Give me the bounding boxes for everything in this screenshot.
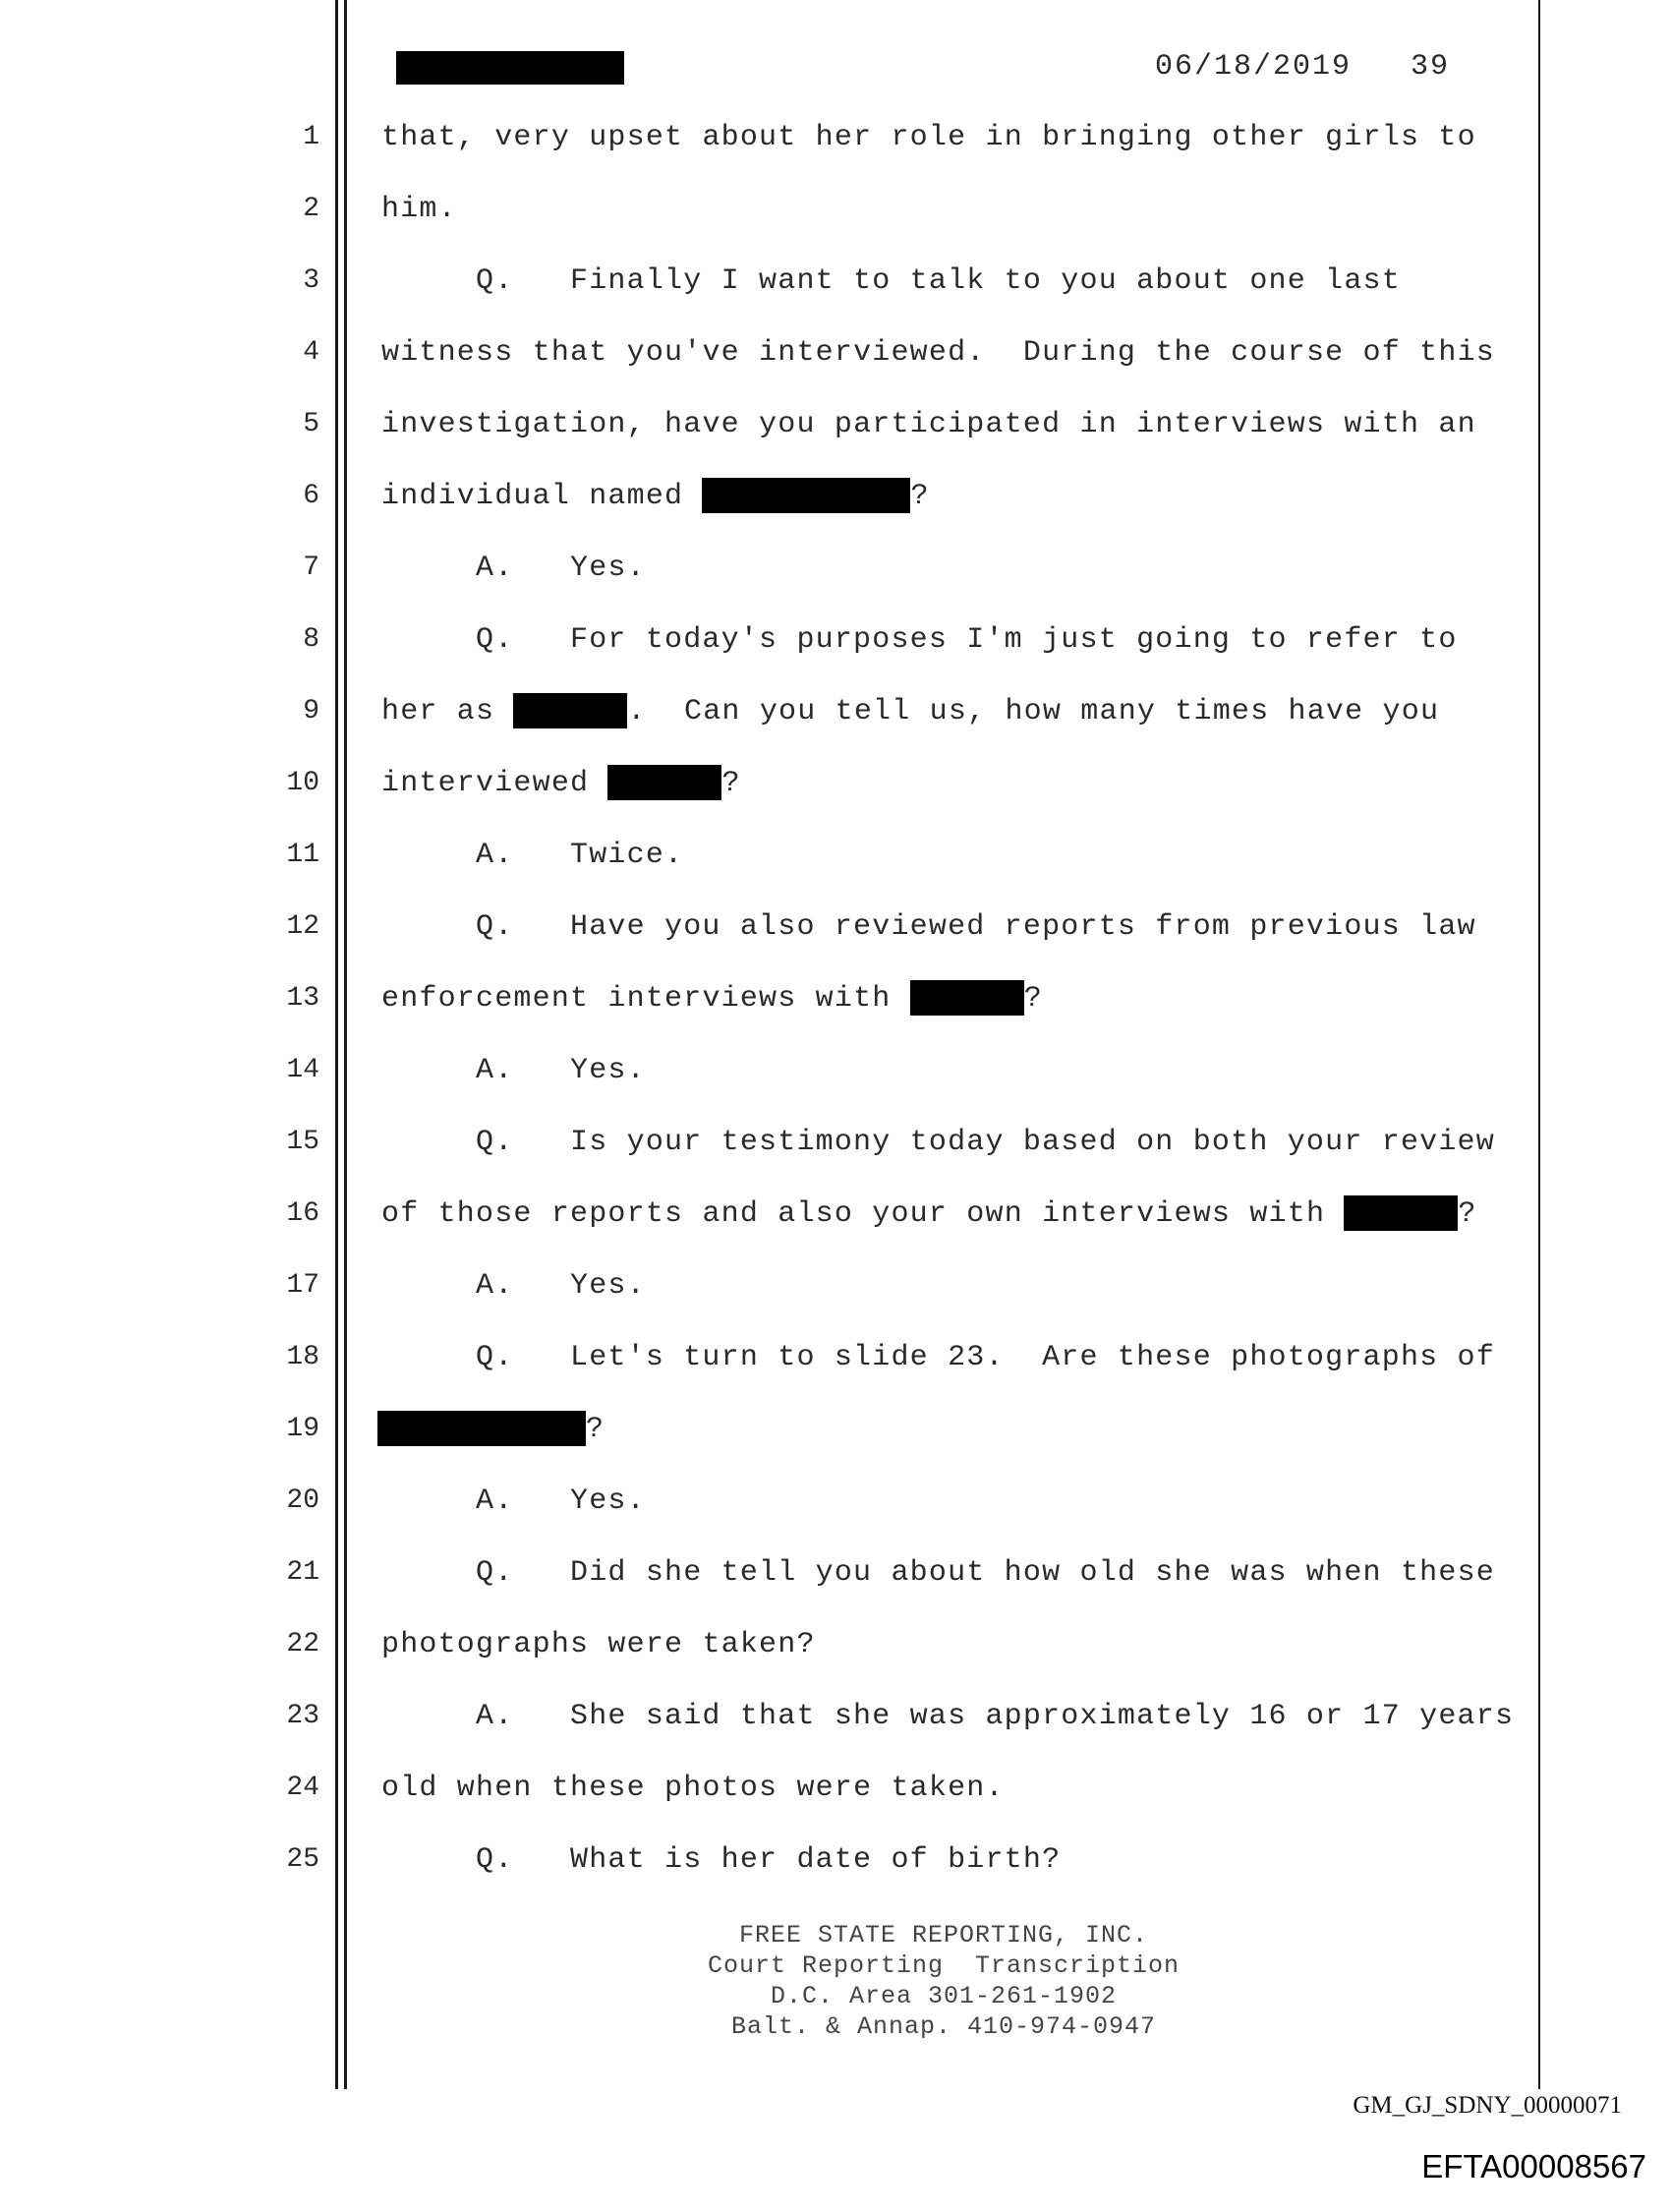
line-number: 18 [286,1342,319,1372]
transcript-line: Q. For today's purposes I'm just going to refer to [476,623,1458,657]
transcript-line: individual named ? [381,480,930,513]
line-number: 11 [286,840,319,870]
transcript-line: Q. Have you also reviewed reports from previous law [476,910,1476,944]
line-number: 16 [286,1198,319,1229]
header-date: 06/18/2019 [1155,50,1353,84]
transcript-line: that, very upset about her role in bringing other girls to [381,121,1476,154]
transcript-line: Q. Let's turn to slide 23. Are these photographs of [476,1341,1495,1374]
transcript-line: Q. Finally I want to talk to you about one last [476,264,1401,298]
line-number: 14 [286,1055,319,1085]
transcript-line: A. Yes. [476,1054,646,1087]
line-number: 25 [286,1844,319,1875]
left-margin-rule-inner [344,0,347,2089]
transcript-line: Q. Did she tell you about how old she was when these [476,1556,1495,1590]
footer-dc-phone: D.C. Area 301-261-1902 [770,1982,1118,2010]
transcript-line: A. Yes. [476,552,646,585]
transcript-line: of those reports and also your own interviews with ? [381,1197,1477,1231]
transcript-line: photographs were taken? [381,1628,816,1661]
line-number: 19 [286,1414,319,1444]
transcript-line: old when these photos were taken. [381,1772,1005,1805]
line-number: 9 [303,696,319,727]
line-number: 1 [303,122,319,152]
line-number: 3 [303,265,319,296]
line-number: 17 [286,1270,319,1301]
line-number: 5 [303,409,319,439]
transcript-line: witness that you've interviewed. During the course of this [381,336,1495,370]
line-number: 13 [286,983,319,1014]
efta-number: EFTA00008567 [1421,2148,1646,2184]
right-margin-rule [1538,0,1540,2089]
transcript-line: Q. Is your testimony today based on both your review [476,1126,1495,1159]
footer-company: FREE STATE REPORTING, INC. [738,1921,1149,1950]
line-number: 7 [303,553,319,583]
transcript-line: A. Twice. [476,839,684,872]
line-number: 2 [303,194,319,224]
page-header [1155,47,1489,87]
bates-number: GM_GJ_SDNY_00000071 [1353,2092,1622,2119]
line-number: 12 [286,911,319,942]
redaction-block [910,980,1024,1016]
line-number: 15 [286,1127,319,1157]
redaction-block [702,478,910,513]
line-number: 22 [286,1629,319,1659]
redaction-block [607,765,721,800]
redaction-block [513,693,627,728]
header-redaction-block [396,51,624,85]
transcript-line: investigation, have you participated in interviews with an [381,408,1476,441]
transcript-line: A. Yes. [476,1484,646,1518]
redaction-block [377,1411,586,1446]
transcript-line: him. [381,193,457,226]
transcript-line: A. Yes. [476,1269,646,1303]
line-number: 23 [286,1701,319,1731]
transcript-line: ? [377,1410,1532,1449]
line-number: 8 [303,624,319,655]
footer-balt-phone: Balt. & Annap. 410-974-0947 [730,2012,1157,2041]
line-number: 4 [303,337,319,368]
reporter-footer [550,1920,1337,2042]
line-number: 24 [286,1773,319,1803]
line-number: 21 [286,1557,319,1588]
transcript-line: Q. What is her date of birth? [476,1843,1062,1877]
line-number: 6 [303,481,319,511]
transcript-line: her as . Can you tell us, how many times have you [381,695,1440,728]
line-number: 10 [286,768,319,798]
line-number: 20 [286,1485,319,1516]
transcript-line: interviewed ? [381,767,741,800]
transcript-line: enforcement interviews with ? [381,982,1043,1016]
redaction-block [1344,1195,1458,1231]
transcript-line: A. She said that she was approximately 16 or 17 years [476,1700,1515,1733]
footer-services: Court Reporting Transcription [707,1951,1181,1980]
header-page-number: 39 [1411,50,1451,84]
left-margin-rule-outer [335,0,338,2089]
